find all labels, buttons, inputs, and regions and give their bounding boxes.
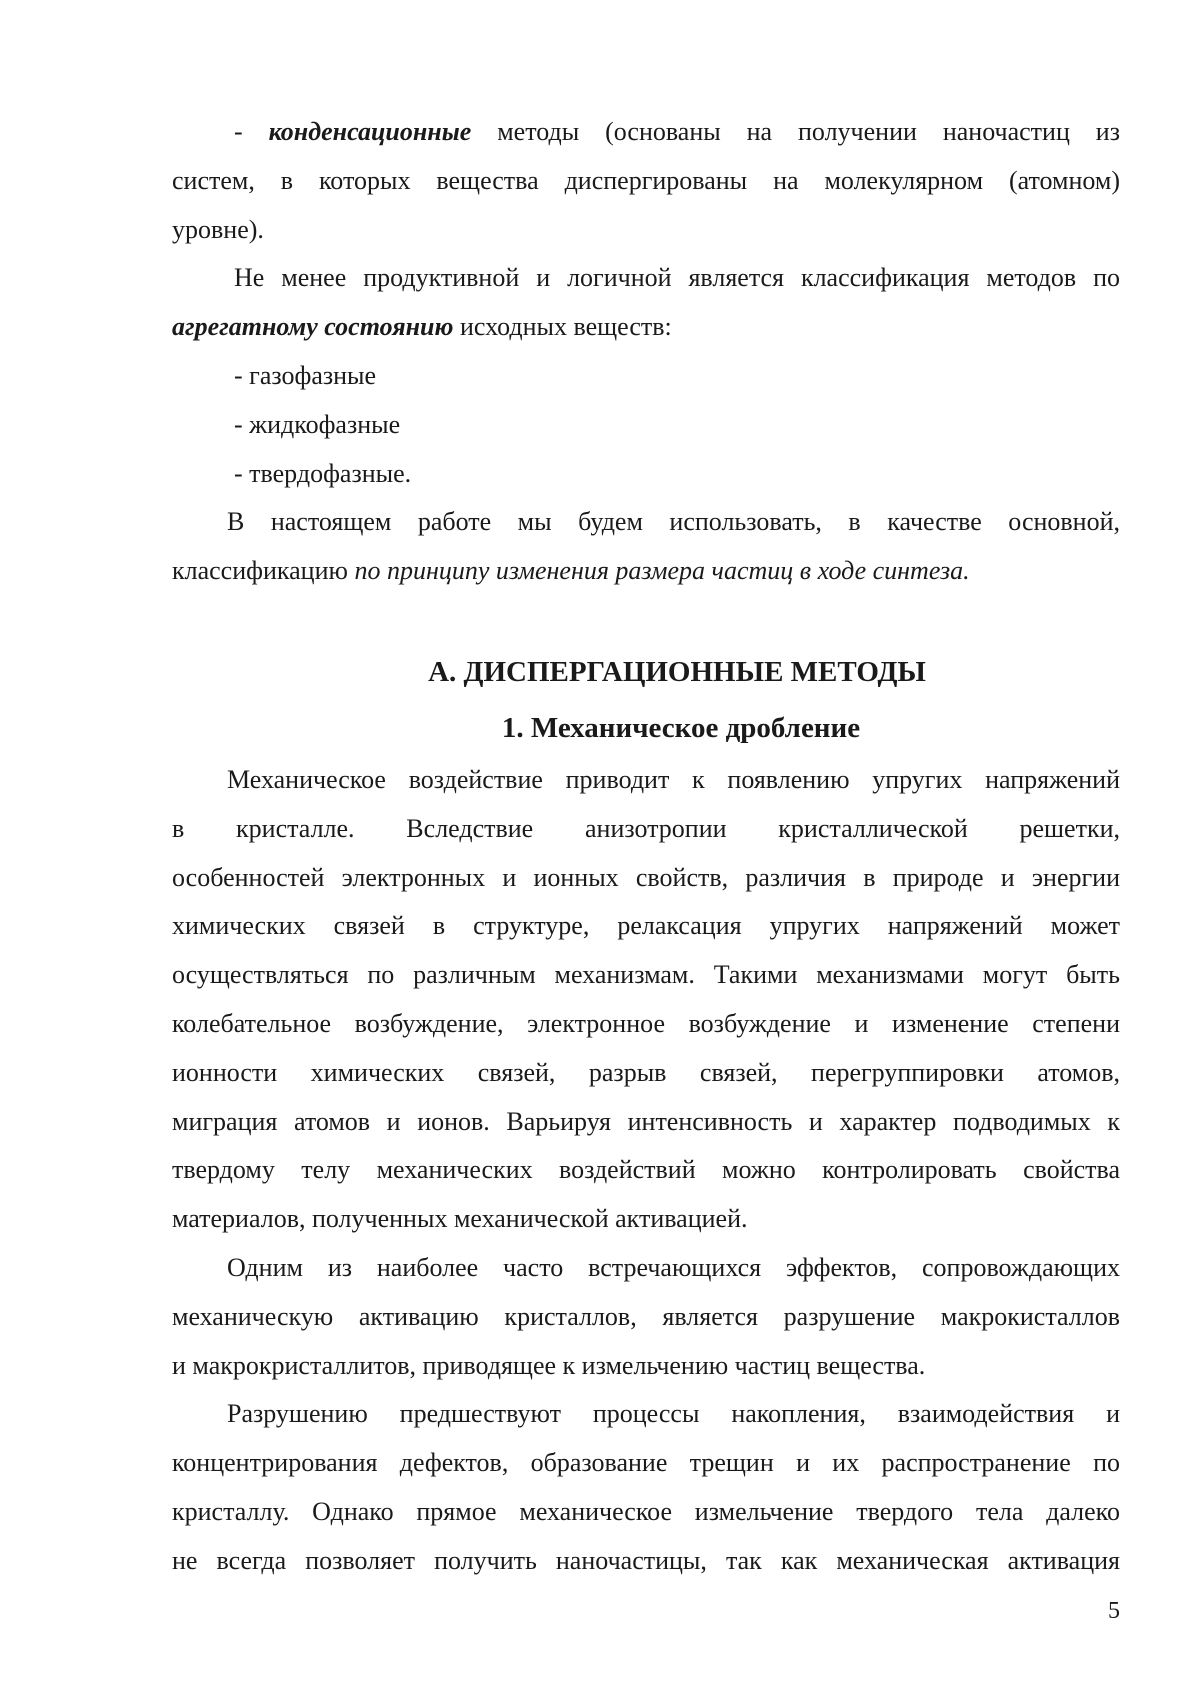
emphasis-size-principle: по принципу изменения размера частиц в ходе синтеза. <box>354 556 970 586</box>
paragraph-mechanical-line-7: ионности химических связей, разрыв связей, перегруппировки атомов, <box>172 1057 1120 1087</box>
page-number: 5 <box>1108 1598 1120 1624</box>
subsection-heading: 1. Механическое дробление <box>501 711 861 744</box>
section-spacer <box>172 596 1120 644</box>
term-condensation: конденсационные <box>268 117 472 146</box>
paragraph-destruction-line-2: механическую активацию кристаллов, является разрушение макрокисталлов <box>172 1301 1120 1331</box>
paragraph-defects-line-2: концентрирования дефектов, образование трещин и их распространение по <box>172 1448 1120 1478</box>
list-item-solid-phase: - твердофазные. <box>234 458 412 488</box>
paragraph-mechanical-line-10: материалов, полученных механической активацией. <box>172 1204 748 1234</box>
document-page <box>172 108 1120 1586</box>
list-dash: - <box>234 117 269 146</box>
paragraph-aggregate-line-2 <box>172 303 1120 352</box>
section-heading: А. ДИСПЕРГАЦИОННЫЕ МЕТОДЫ <box>428 655 926 688</box>
text-run: исходных веществ: <box>453 312 672 342</box>
paragraph-classification-line-1: В настоящем работе мы будем использовать, в качестве основной, <box>227 507 1120 537</box>
paragraph-defects-line-1: Разрушению предшествуют процессы накопления, взаимодействия и <box>227 1399 1120 1429</box>
paragraph-defects-line-3: кристаллу. Однако прямое механическое измельчение твердого тела далеко <box>172 1496 1120 1526</box>
paragraph-mechanical-line-8: миграция атомов и ионов. Варьируя интенсивность и характер подводимых к <box>172 1106 1120 1136</box>
paragraph-mechanical-line-6: колебательное возбуждение, электронное возбуждение и изменение степени <box>172 1008 1120 1038</box>
paragraph-classification-line-2 <box>172 547 1120 596</box>
text-run: классификацию <box>172 556 355 586</box>
paragraph-condensation-line-3: уровне). <box>172 214 264 244</box>
paragraph-mechanical-line-3: особенностей электронных и ионных свойств, различия в природе и энергии <box>172 862 1120 892</box>
paragraph-aggregate-line-1: Не менее продуктивной и логичной является классификация методов по <box>234 263 1120 293</box>
paragraph-destruction-line-3: и макрокристаллитов, приводящее к измельчению частиц вещества. <box>172 1350 926 1380</box>
paragraph-mechanical-line-5: осуществляться по различным механизмам. Такими механизмами могут быть <box>172 960 1120 990</box>
term-aggregate-state: агрегатному состоянию <box>172 312 454 342</box>
paragraph-defects-line-4: не всегда позволяет получить наночастицы, так как механическая активация <box>172 1545 1120 1575</box>
paragraph-mechanical-line-4: химических связей в структуре, релаксация упругих напряжений может <box>172 911 1120 941</box>
text-run: методы (основаны на получении наночастиц из <box>471 117 1120 146</box>
paragraph-destruction-line-1: Одним из наиболее часто встречающихся эффектов, сопровождающих <box>227 1252 1120 1282</box>
paragraph-mechanical-line-2: в кристалле. Вследствие анизотропии кристаллической решетки, <box>172 813 1120 843</box>
list-item-liquid-phase: - жидкофазные <box>234 409 401 439</box>
paragraph-mechanical-line-9: твердому телу механических воздействий можно контролировать свойства <box>172 1155 1120 1185</box>
paragraph-condensation-line-1 <box>172 108 1120 157</box>
paragraph-mechanical-line-1: Механическое воздействие приводит к появлению упругих напряжений <box>227 764 1120 794</box>
list-item-gas-phase: - газофазные <box>234 360 377 390</box>
paragraph-condensation-line-2: систем, в которых вещества диспергированы на молекулярном (атомном) <box>172 165 1120 195</box>
